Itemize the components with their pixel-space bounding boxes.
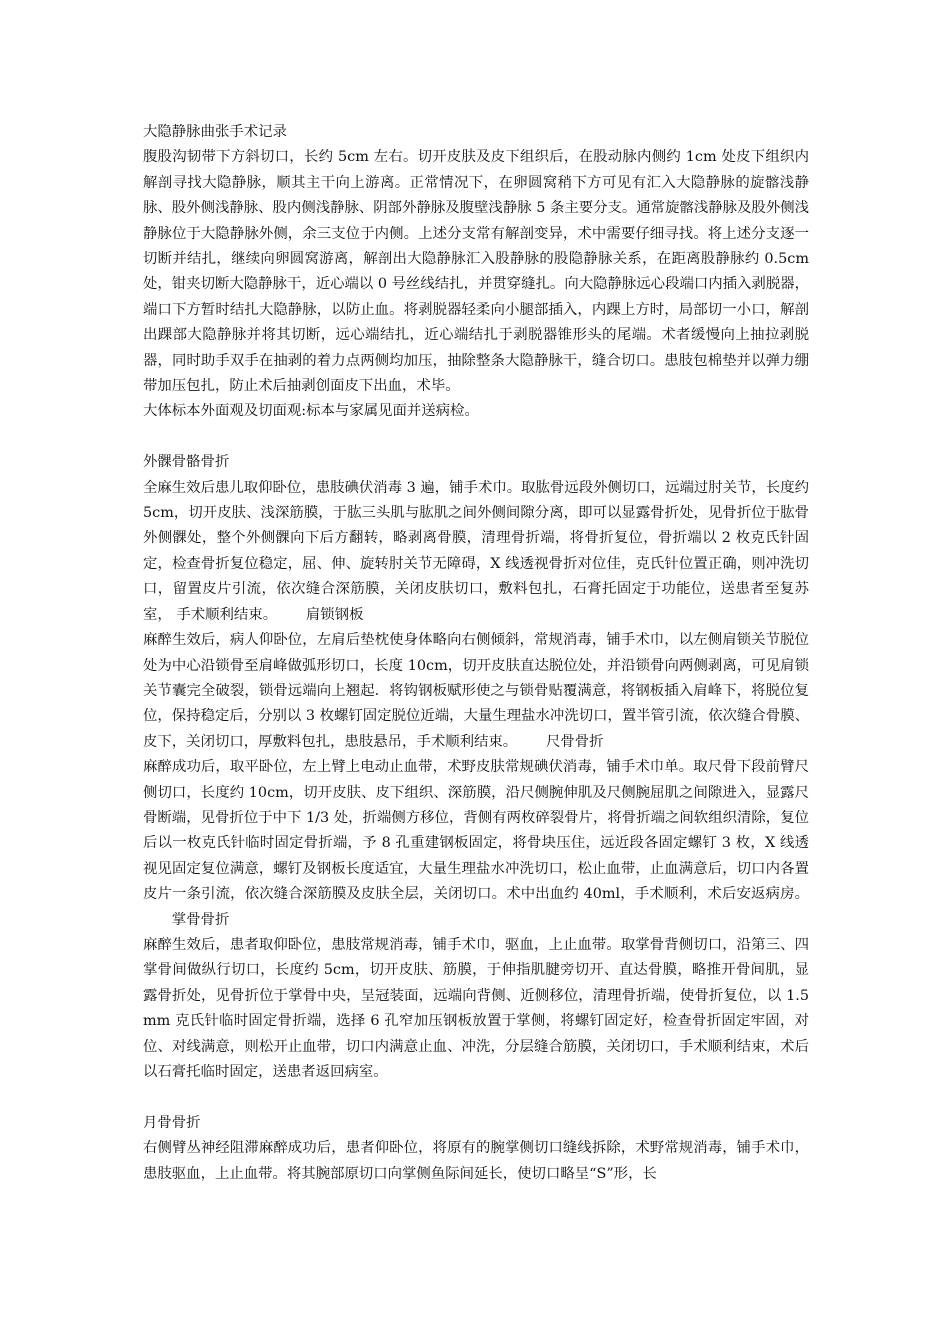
lateral-condyle-body	[143, 476, 809, 628]
ulna-fracture-body	[143, 755, 809, 933]
lateral-condyle-text: 全麻生效后患儿取仰卧位，患肢碘伏消毒 3 遍，铺手术巾。取肱骨远段外侧切口，远端过肘关节，长度约 5cm，切开皮肤、浅深筋膜，于肱三头肌与肱肌之间外侧间隙分离，即可以显露骨折处，见骨折位于肱骨外侧髁处，整个外侧髁向下后方翻转，略剥离骨膜，清理骨折端，将骨折复位，骨折端以 2 枚克氏针固定，检查骨折复位稳定，屈、伸、旋转肘关节无障碍，X 线透视骨折对位佳，克氏针位置正确，则冲洗切口，留置皮片引流，依次缝合深筋膜，关闭皮肤切口，敷料包扎，石膏托固定于功能位，送患者至复苏室， 手术顺利结束。	[143, 479, 809, 623]
blank-line	[143, 425, 809, 450]
acromioclavicular-plate-body	[143, 628, 809, 755]
lunate-fracture-title: 月骨骨折	[143, 1114, 201, 1131]
varicose-vein-body: 腹股沟韧带下方斜切口，长约 5cm 左右。切开皮肤及皮下组织后，在股动脉内侧约 1cm 处皮下组织内解剖寻找大隐静脉，顺其主干向上游离。正常情况下，在卵圆窝稍下方可见有汇入大隐静脉的旋髂浅静脉、股外侧浅静脉、股内侧浅静脉、阴部外静脉及腹壁浅静脉 5 条主要分支。通常旋髂浅静脉及股外侧浅静脉位于大隐静脉外侧，余三支位于内侧。上述分支常有解剖变异，术中需要仔细寻找。将上述分支逐一切断并结扎，继续向卵圆窝游离，解剖出大隐静脉汇入股静脉的股隐静脉关系，在距离股静脉约 0.5cm 处，钳夹切断大隐静脉干，近心端以 0 号丝线结扎，并贯穿缝扎。向大隐静脉远心段端口内插入剥脱器，端口下方暂时结扎大隐静脉，以防止血。将剥脱器轻柔向小腿部插入，内踝上方时，局部切一小口，解剖出踝部大隐静脉并将其切断，远心端结扎，近心端结扎于剥脱器锥形头的尾端。术者缓慢向上抽拉剥脱器，同时助手双手在抽剥的着力点两侧均加压，抽除整条大隐静脉干，缝合切口。患肢包棉垫并以弹力绷带加压包扎，防止术后抽剥创面皮下出血，术毕。	[143, 149, 809, 395]
acromioclavicular-plate-title: 肩锁钢板	[305, 606, 364, 623]
specimen-note: 大体标本外面观及切面观:标本与家属见面并送病检。	[143, 403, 479, 420]
metacarpal-fracture-body: 麻醉生效后，患者取仰卧位，患肢常规消毒，铺手术巾，驱血，上止血带。取掌骨背侧切口，沿第三、四掌骨间做纵行切口，长度约 5cm，切开皮肤、筋膜，于伸指肌腱旁切开、直达骨膜，略推开骨间肌，显露骨折处，见骨折位于掌骨中央，呈冠装面，远端向背侧、近侧移位，清理骨折端，使骨折复位，以 1.5mm 克氏针临时固定骨折端，选择 6 孔窄加压钢板放置于掌侧，将螺钉固定好，检查骨折固定牢固，对位、对线满意，则松开止血带，切口内满意止血、冲洗，分层缝合筋膜，关闭切口，手术顺利结束，术后以石膏托临时固定，送患者返回病室。	[143, 936, 809, 1081]
ulna-fracture-title: 尺骨骨折	[545, 733, 604, 750]
lunate-fracture-body: 右侧臂丛神经阻滞麻醉成功后，患者仰卧位，将原有的腕掌侧切口缝线拆除，术野常规消毒，铺手术巾，患肢驱血，上止血带。将其腕部原切口向掌侧鱼际间延长，使切口略呈“S”形，长	[143, 1140, 809, 1182]
varicose-vein-title: 大隐静脉曲张手术记录	[143, 124, 287, 140]
metacarpal-fracture-title: 掌骨骨折	[171, 911, 230, 928]
ulna-fracture-text: 麻醉成功后，取平卧位，左上臂上电动止血带，术野皮肤常规碘伏消毒，铺手术巾单。取尺骨下段前臂尺侧切口，长度约 10cm，切开皮肤、皮下组织、深筋膜，沿尺侧腕伸肌及尺侧腕屈肌之间隙进入，显露尺骨断端，见骨折位于中下 1/3 处，折端侧方移位，背侧有两枚碎裂骨片，将骨折端之间软组织清除，复位后以一枚克氏针临时固定骨折端，予 8 孔重建钢板固定，将骨块压住，远近段各固定螺钉 3 枚，X 线透视见固定复位满意，螺钉及钢板长度适宜，大量生理盐水冲洗切口，松止血带，止血满意后，切口内各置皮片一条引流，依次缝合深筋膜及皮肤全层，关闭切口。术中出血约 40ml，手术顺利，术后安返病房。	[143, 759, 809, 903]
lateral-condyle-title: 外髁骨骼骨折	[143, 454, 230, 471]
document-page	[143, 120, 809, 1187]
acromioclavicular-plate-text: 麻醉生效后，病人仰卧位，左肩后垫枕使身体略向右侧倾斜，常规消毒，铺手术巾，以左侧肩锁关节脱位处为中心沿锁骨至肩峰做弧形切口，长度 10cm，切开皮肤直达脱位处，并沿锁骨向两侧剥离，可见肩锁关节囊完全破裂，锁骨远端向上翘起．将钩钢板赋形使之与锁骨贴覆满意，将钢板插入肩峰下，将脱位复位，保持稳定后，分别以 3 枚螺钉固定脱位近端，大量生理盐水冲洗切口，置半管引流，依次缝合骨膜、皮下，关闭切口，厚敷料包扎，患肢悬吊，手术顺利结束。	[143, 632, 809, 750]
blank-line	[143, 1085, 809, 1110]
